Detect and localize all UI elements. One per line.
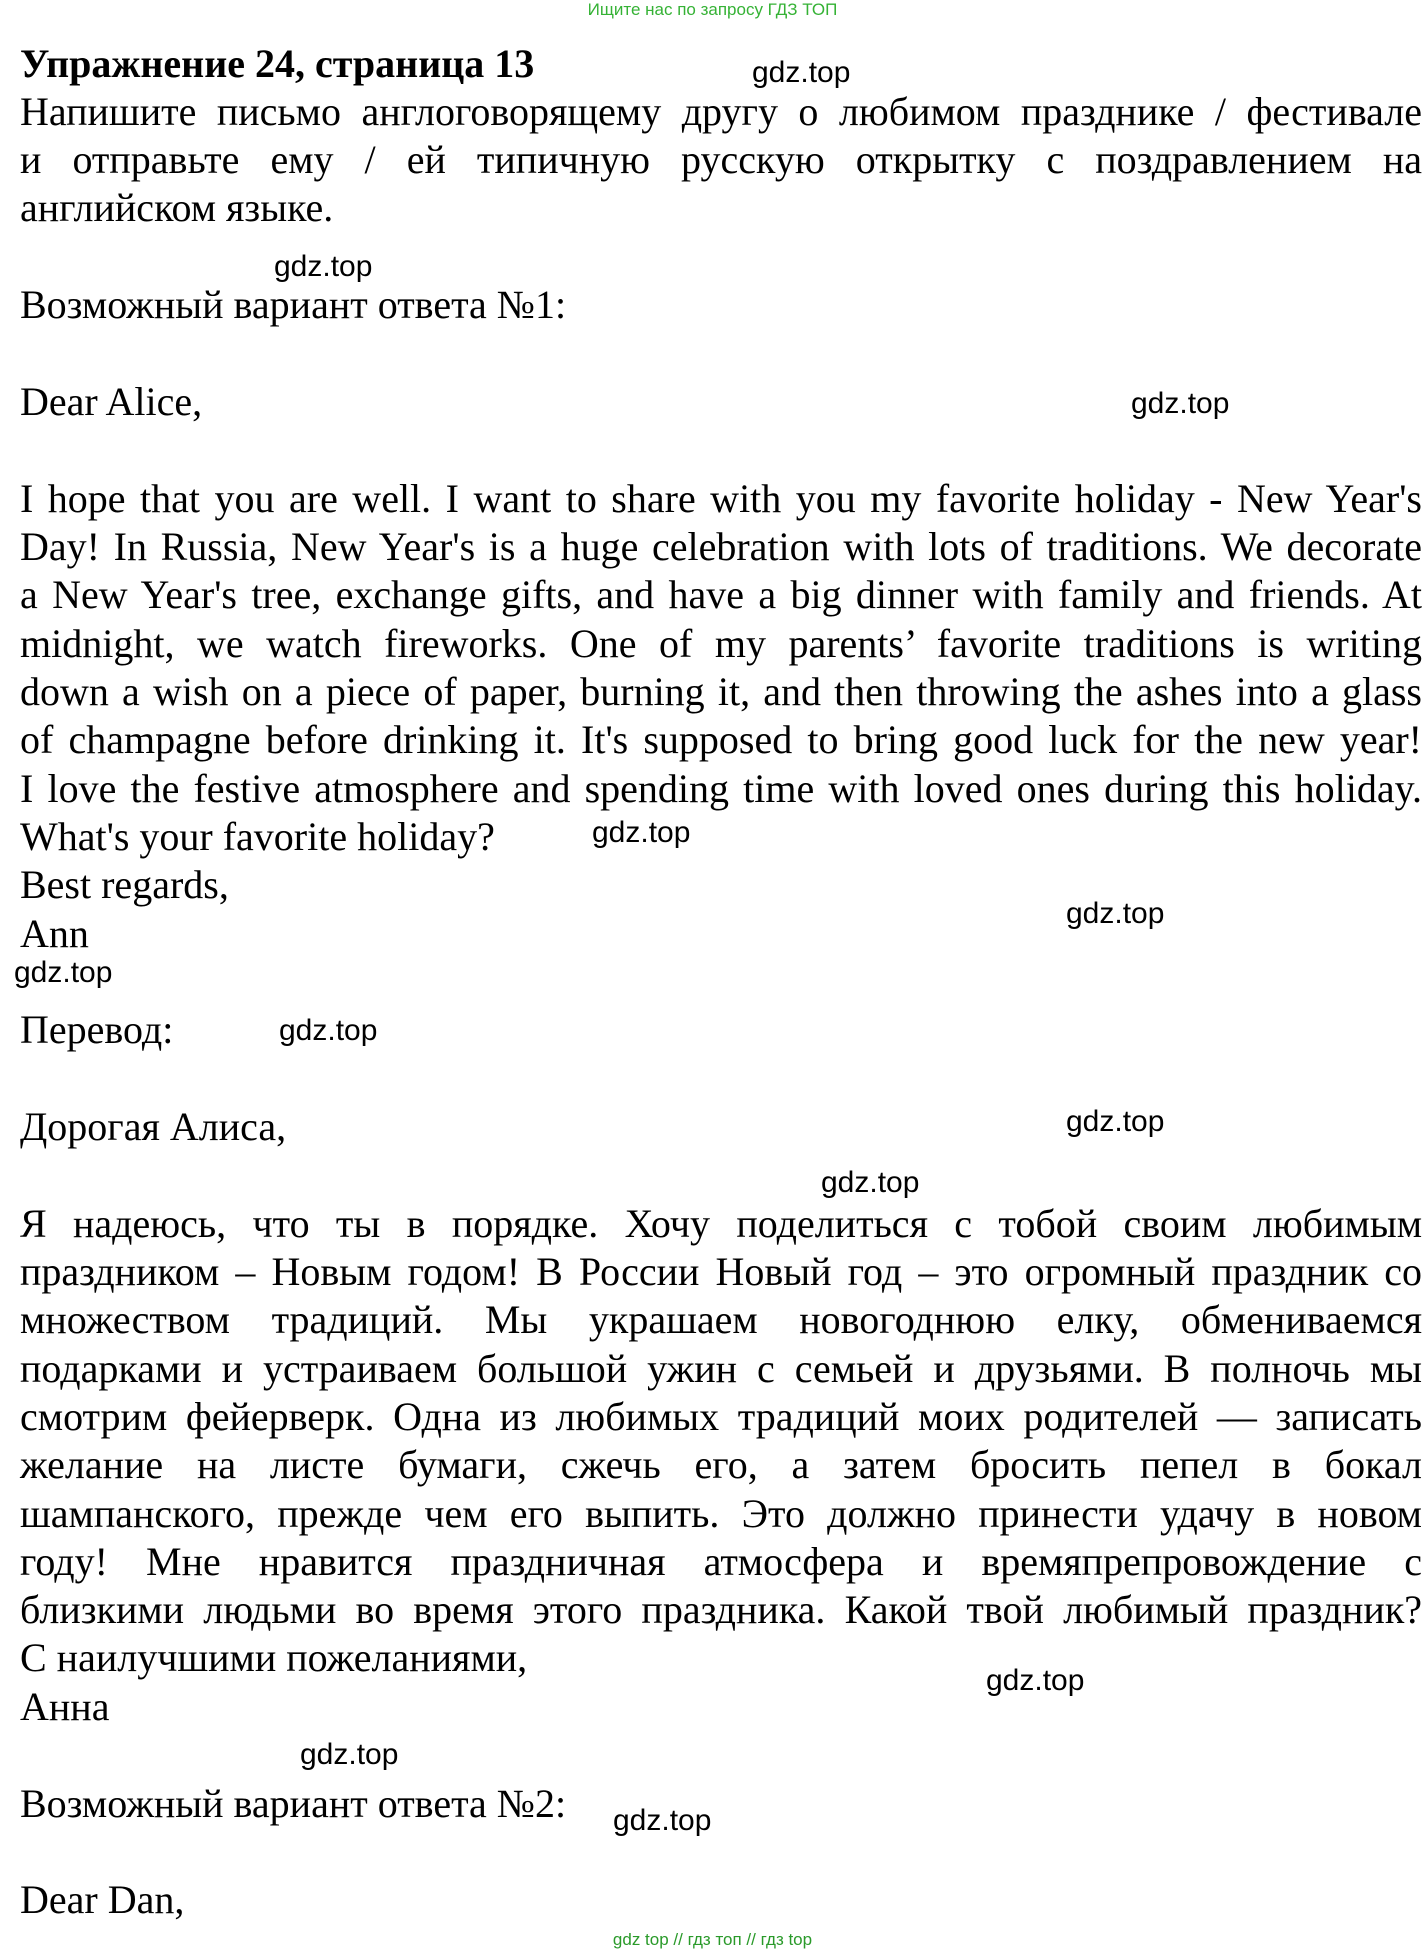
watermark: gdz.top: [279, 1014, 378, 1047]
letter-ru-greeting: Дорогая Алиса,: [20, 1104, 287, 1149]
letter-ru-line: Я надеюсь, что ты в порядке. Хочу поделиться с тобой своим любимым: [20, 1201, 1422, 1246]
letter-en-signature: Ann: [20, 911, 89, 956]
letter-en-greeting: Dear Alice,: [20, 379, 203, 424]
letter-ru-line: шампанского, прежде чем его выпить. Это должно принести удачу в новом: [20, 1491, 1422, 1536]
watermark: gdz.top: [613, 1804, 712, 1837]
letter-en-line: of champagne before drinking it. It's supposed to bring good luck for the new year!: [20, 717, 1422, 762]
letter-ru-line: подарками и устраиваем большой ужин с семьей и друзьями. В полночь мы: [20, 1346, 1422, 1391]
letter-ru-line: близкими людьми во время этого праздника. Какой твой любимый праздник?: [20, 1587, 1422, 1632]
letter-en-line: I love the festive atmosphere and spending time with loved ones during this holiday.: [20, 766, 1422, 811]
watermark: gdz.top: [1066, 897, 1165, 930]
watermark: gdz.top: [592, 816, 691, 849]
watermark: gdz.top: [14, 956, 113, 989]
letter-en-line: I hope that you are well. I want to share with you my favorite holiday - New Year's: [20, 476, 1422, 521]
exercise-title: Упражнение 24, страница 13: [20, 41, 535, 86]
letter-en-closing: Best regards,: [20, 862, 229, 907]
letter-en-line: a New Year's tree, exchange gifts, and have a big dinner with family and friends. At: [20, 572, 1422, 617]
letter-ru-signature: Анна: [20, 1684, 110, 1729]
letter-ru-line: множеством традиций. Мы украшаем новогоднюю елку, обмениваемся: [20, 1297, 1422, 1342]
letter-ru-line: желание на листе бумаги, сжечь его, а затем бросить пепел в бокал: [20, 1442, 1422, 1487]
task-line: и отправьте ему / ей типичную русскую открытку с поздравлением на: [20, 137, 1422, 182]
translation-label: Перевод:: [20, 1007, 174, 1052]
watermark: gdz.top: [1066, 1105, 1165, 1138]
variant1-label: Возможный вариант ответа №1:: [20, 282, 567, 327]
header-link[interactable]: Ищите нас по запросу ГДЗ ТОП: [587, 0, 838, 19]
letter-en-line: What's your favorite holiday?: [20, 814, 495, 859]
watermark: gdz.top: [274, 250, 373, 283]
variant2-label: Возможный вариант ответа №2:: [20, 1781, 567, 1826]
letter2-greeting: Dear Dan,: [20, 1877, 185, 1922]
task-line: английском языке.: [20, 185, 334, 230]
watermark: gdz.top: [1131, 387, 1230, 420]
letter-ru-line: году! Мне нравится праздничная атмосфера и времяпрепровождение с: [20, 1539, 1422, 1584]
letter-en-line: down a wish on a piece of paper, burning it, and then throwing the ashes into a glass: [20, 669, 1422, 714]
watermark: gdz.top: [821, 1166, 920, 1199]
watermark: gdz.top: [986, 1664, 1085, 1697]
letter-ru-closing: С наилучшими пожеланиями,: [20, 1635, 528, 1680]
task-line: Напишите письмо англоговорящему другу о любимом празднике / фестивале: [20, 89, 1422, 134]
watermark: gdz.top: [300, 1738, 399, 1771]
letter-en-line: Day! In Russia, New Year's is a huge celebration with lots of traditions. We decorate: [20, 524, 1422, 569]
letter-ru-line: смотрим фейерверк. Одна из любимых традиций моих родителей — записать: [20, 1394, 1422, 1439]
letter-en-line: midnight, we watch fireworks. One of my parents’ favorite traditions is writing: [20, 621, 1422, 666]
watermark: gdz.top: [752, 56, 851, 89]
footer-links[interactable]: gdz top // гдз топ // гдз top: [612, 1930, 813, 1949]
letter-ru-line: праздником – Новым годом! В России Новый год – это огромный праздник со: [20, 1249, 1422, 1294]
